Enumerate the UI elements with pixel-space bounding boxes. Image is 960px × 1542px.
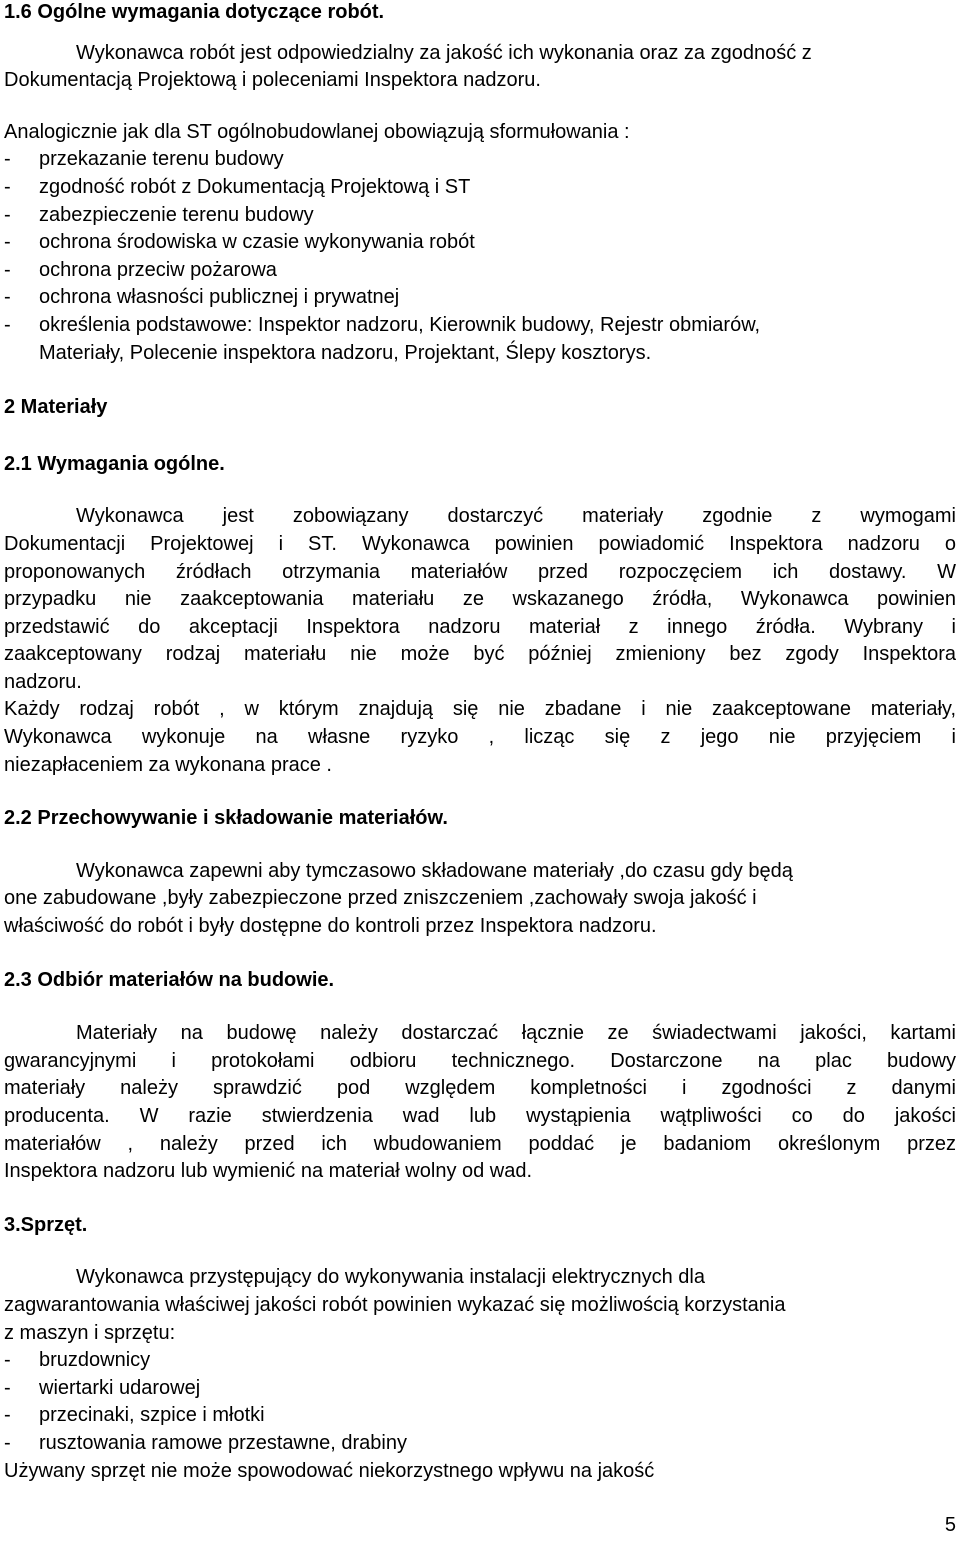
paragraph-line: Dokumentacji Projektowej i ST. Wykonawca powinien powiadomić Inspektora nadzoru o bbox=[4, 532, 956, 555]
list-item-continuation: Materiały, Polecenie inspektora nadzoru, Projektant, Ślepy kosztorys. bbox=[39, 341, 652, 364]
list-item: - ochrona własności publicznej i prywatnej bbox=[4, 286, 400, 309]
paragraph-line: Każdy rodzaj robót , w którym znajdują się nie zbadane i nie zaakceptowane materiały, bbox=[4, 698, 956, 721]
paragraph-line: materiałów , należy przed ich wbudowaniem poddać je badaniom określonym przez bbox=[4, 1132, 956, 1155]
paragraph-line: Dokumentacją Projektową i poleceniami Inspektora nadzoru. bbox=[4, 69, 541, 92]
paragraph-line: zagwarantowania właściwej jakości robót powinien wykazać się możliwością korzystania bbox=[4, 1293, 786, 1316]
paragraph-line: gwarancyjnymi i protokołami odbioru technicznego. Dostarczone na plac budowy bbox=[4, 1049, 956, 1072]
paragraph-line: nadzoru. bbox=[4, 670, 82, 693]
list-item: - ochrona przeciw pożarowa bbox=[4, 258, 277, 281]
section-heading-1-6: 1.6 Ogólne wymagania dotyczące robót. bbox=[4, 1, 385, 23]
paragraph-line: zaakceptowany rodzaj materiału nie może być później zmieniony bez zgody Inspektora bbox=[4, 643, 956, 666]
paragraph-line: niezapłaceniem za wykonana prace . bbox=[4, 753, 332, 776]
paragraph-line: właściwość do robót i były dostępne do kontroli przez Inspektora nadzoru. bbox=[4, 915, 657, 938]
paragraph-line: z maszyn i sprzętu: bbox=[4, 1321, 176, 1344]
paragraph-line: Wykonawca przystępujący do wykonywania instalacji elektrycznych dla bbox=[76, 1266, 705, 1289]
list-item: - zgodność robót z Dokumentacją Projektową i ST bbox=[4, 175, 471, 198]
paragraph-line: Wykonawca zapewni aby tymczasowo składowane materiały ,do czasu gdy będą bbox=[76, 859, 793, 882]
paragraph-line: one zabudowane ,były zabezpieczone przed zniszczeniem ,zachowały swoja jakość i bbox=[4, 887, 757, 910]
list-item: - przekazanie terenu budowy bbox=[4, 148, 284, 171]
list-item: - wiertarki udarowej bbox=[4, 1376, 201, 1399]
list-intro: Analogicznie jak dla ST ogólnobudowlanej obowiązują sformułowania : bbox=[4, 120, 630, 143]
paragraph-3 bbox=[4, 1264, 956, 1347]
paragraph-2-2 bbox=[4, 858, 956, 941]
paragraph-2-1 bbox=[4, 503, 956, 779]
section-heading-2-1: 2.1 Wymagania ogólne. bbox=[4, 452, 225, 475]
list-item: - zabezpieczenie terenu budowy bbox=[4, 203, 314, 226]
paragraph-2-3 bbox=[4, 1020, 956, 1186]
list-item: - przecinaki, szpice i młotki bbox=[4, 1404, 265, 1427]
paragraph-line: proponowanych źródłach otrzymania materiałów przed rozpoczęciem ich dostawy. W bbox=[4, 560, 956, 583]
paragraph-line: materiały należy sprawdzić pod względem kompletności i zgodności z danymi bbox=[4, 1077, 956, 1100]
section-heading-3: 3.Sprzęt. bbox=[4, 1213, 88, 1236]
paragraph-line: Wykonawca robót jest odpowiedzialny za jakość ich wykonania oraz za zgodność z bbox=[76, 41, 812, 64]
list-item: - określenia podstawowe: Inspektor nadzoru, Kierownik budowy, Rejestr obmiarów, bbox=[4, 313, 761, 336]
paragraph-line: Wykonawca jest zobowiązany dostarczyć materiały zgodnie z wymogami bbox=[76, 505, 956, 528]
list-item: - ochrona środowiska w czasie wykonywania robót bbox=[4, 231, 475, 254]
paragraph-line: przedstawić do akceptacji Inspektora nadzoru materiał z innego źródła. Wybrany i bbox=[4, 615, 956, 638]
paragraph-line: Inspektora nadzoru lub wymienić na materiał wolny od wad. bbox=[4, 1160, 533, 1183]
paragraph-line: Używany sprzęt nie może spowodować niekorzystnego wpływu na jakość bbox=[4, 1459, 655, 1482]
section-heading-2-2: 2.2 Przechowywanie i składowanie materiałów. bbox=[4, 807, 448, 830]
list-item: - rusztowania ramowe przestawne, drabiny bbox=[4, 1431, 407, 1454]
list-item: - bruzdownicy bbox=[4, 1349, 151, 1372]
paragraph-line: Wykonawca wykonuje na własne ryzyko , licząc się z jego nie przyjęciem i bbox=[4, 726, 956, 749]
section-heading-2: 2 Materiały bbox=[4, 396, 108, 419]
paragraph-line: przypadku nie zaakceptowania materiału ze wskazanego źródła, Wykonawca powinien bbox=[4, 588, 956, 611]
paragraph-line: producenta. W razie stwierdzenia wad lub wystąpienia wątpliwości co do jakości bbox=[4, 1105, 956, 1127]
document-page bbox=[4, 0, 956, 1485]
page-number: 5 bbox=[944, 1514, 956, 1536]
section-heading-2-3: 2.3 Odbiór materiałów na budowie. bbox=[4, 968, 335, 991]
paragraph-line: Materiały na budowę należy dostarczać łącznie ze świadectwami jakości, kartami bbox=[76, 1022, 956, 1045]
